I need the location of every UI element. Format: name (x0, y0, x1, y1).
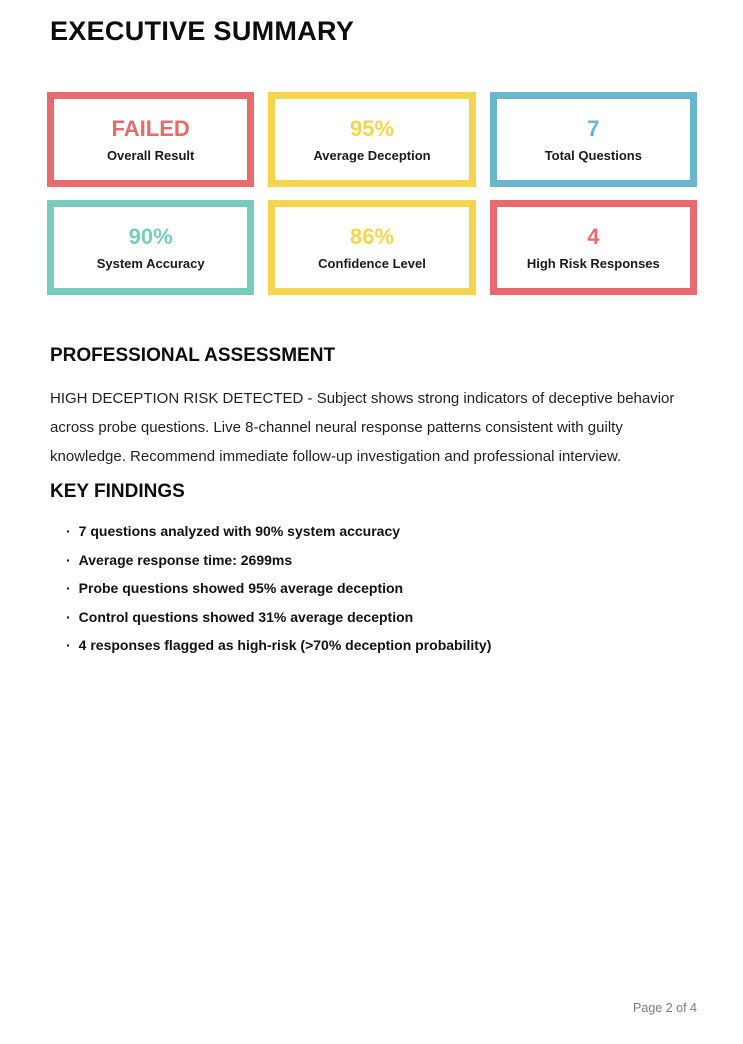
finding-text: Probe questions showed 95% average deception (78, 580, 404, 596)
card-label: Confidence Level (318, 255, 426, 271)
card-label: Total Questions (544, 147, 642, 163)
card-value: 4 (587, 223, 600, 249)
assessment-body: HIGH DECEPTION RISK DETECTED - Subject shows strong indicators of deceptive behavior across probe questions. Live 8-channel neural response patterns consistent with guilty knowledge. Recommend immediate follow-up investigation and professional interview. (50, 390, 675, 465)
finding-item (66, 523, 698, 539)
summary-card (490, 200, 697, 295)
bullet-dot: · (66, 551, 71, 568)
card-value: 90% (128, 223, 173, 249)
bullet-dot: · (66, 580, 71, 596)
finding-item (66, 637, 698, 653)
summary-card (268, 200, 475, 295)
card-label: System Accuracy (96, 255, 205, 271)
assessment-section (50, 345, 698, 471)
card-label: Average Deception (313, 147, 431, 163)
summary-card (490, 92, 697, 187)
key-findings-section (50, 481, 698, 666)
assessment-heading: PROFESSIONAL ASSESSMENT (50, 345, 336, 366)
key-findings-list (50, 523, 698, 653)
finding-text: 4 responses flagged as high-risk (>70% deception probability) (78, 637, 492, 653)
card-value: 95% (349, 115, 395, 141)
page-number: Page 2 of 4 (633, 1001, 697, 1015)
summary-cards (47, 92, 697, 295)
summary-card (47, 200, 254, 295)
card-label: High Risk Responses (526, 255, 660, 271)
summary-card (268, 92, 475, 187)
finding-item (66, 552, 698, 568)
card-value: 7 (587, 115, 600, 141)
card-value: 86% (349, 223, 395, 249)
summary-card (47, 92, 254, 187)
finding-text: Average response time: 2699ms (78, 551, 293, 568)
finding-text: Control questions showed 31% average deception (78, 608, 414, 625)
bullet-dot: · (66, 608, 71, 625)
key-findings-heading: KEY FINDINGS (50, 481, 185, 502)
card-value: FAILED (111, 115, 190, 141)
page-title: EXECUTIVE SUMMARY (50, 16, 355, 46)
card-label: Overall Result (106, 147, 195, 163)
bullet-dot: · (66, 637, 71, 653)
finding-item (66, 609, 698, 625)
finding-item (66, 580, 698, 596)
bullet-dot: · (66, 523, 71, 539)
finding-text: 7 questions analyzed with 90% system accuracy (78, 523, 401, 539)
